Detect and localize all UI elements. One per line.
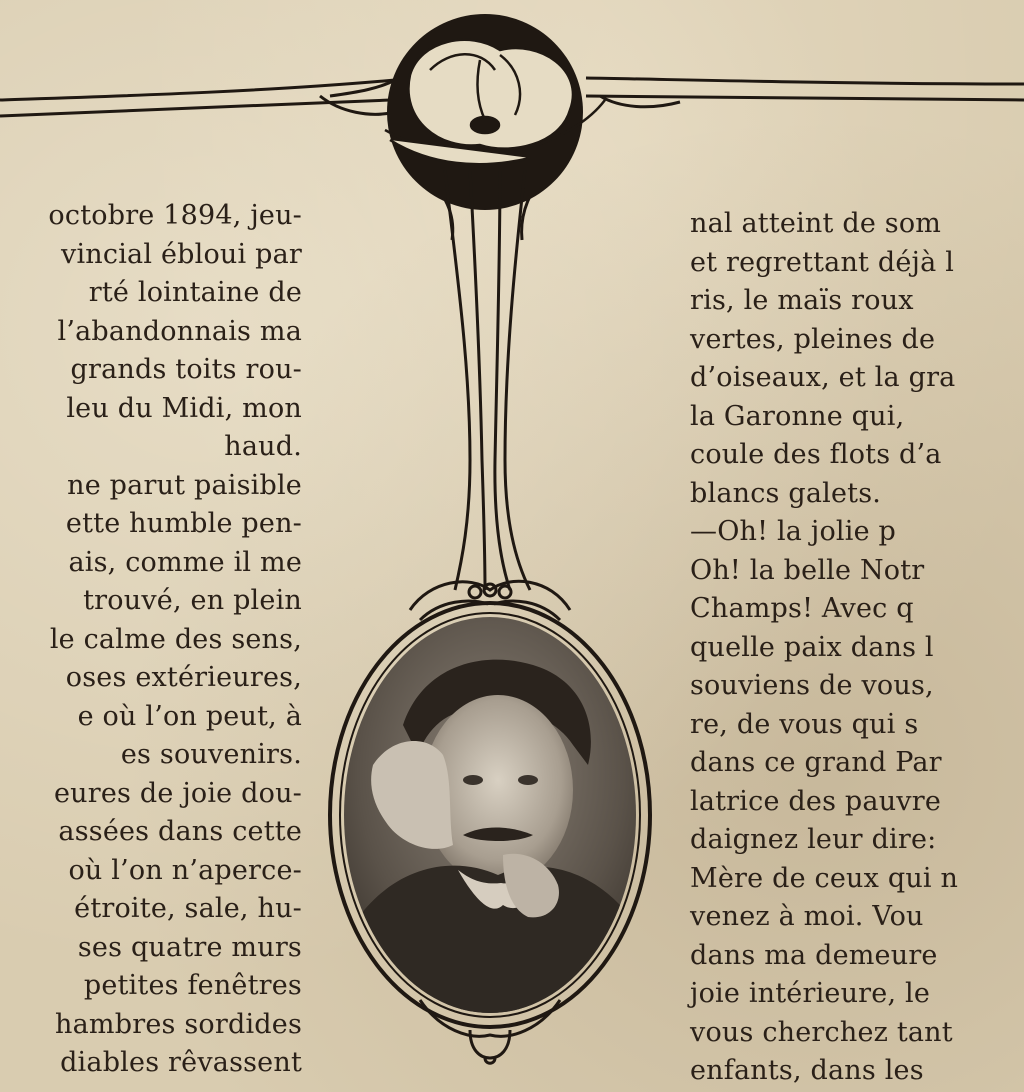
right-column-line: ris, le maïs roux: [690, 285, 914, 316]
left-column-line: oses extérieures,: [65, 662, 302, 693]
right-column-line: nal atteint de som: [690, 208, 942, 239]
left-column-line: petites fenêtres: [83, 970, 302, 1001]
ornament-stem: [430, 170, 540, 590]
left-column-line: e où l’on peut, à: [77, 700, 302, 732]
left-column-line: ette humble pen-: [65, 508, 302, 539]
left-column-line: hambres sordides: [55, 1008, 302, 1040]
right-column-line: blancs galets.: [690, 477, 882, 509]
left-column-line: es souvenirs.: [120, 739, 302, 770]
right-column-line: daignez leur dire:: [690, 824, 937, 855]
right-column-line: Mère de ceux qui n: [690, 862, 959, 894]
left-column-line: ses quatre murs: [77, 931, 302, 963]
right-column-line: joie intérieure, le: [690, 978, 931, 1009]
right-column-line: re, de vous qui s: [690, 708, 919, 740]
left-column-line: eures de joie dou-: [53, 777, 302, 809]
left-column-line: ne parut paisible: [67, 469, 302, 501]
right-column-line: d’oiseaux, et la gra: [690, 362, 956, 393]
right-column-line: coule des flots d’a: [690, 439, 942, 470]
right-column-line: Oh! la belle Notr: [690, 554, 925, 586]
right-column-line: dans ma demeure: [690, 939, 938, 971]
left-column-line: le calme des sens,: [49, 623, 302, 655]
left-column-line: octobre 1894, jeu-: [48, 200, 302, 231]
right-column-line: vertes, pleines de: [690, 323, 936, 355]
left-column-line: rté lointaine de: [88, 277, 302, 308]
left-column-line: vincial ébloui par: [61, 238, 302, 270]
left-column-line: diables rêvassent: [60, 1047, 302, 1078]
right-column-line: Champs! Avec q: [690, 593, 914, 624]
right-column-line: vous cherchez tant: [690, 1016, 953, 1048]
left-column-line: ais, comme il me: [68, 546, 302, 578]
left-column-line: grands toits rou-: [70, 354, 302, 385]
right-column-line: et regrettant déjà l: [690, 246, 955, 278]
left-column-line: haud.: [224, 431, 302, 462]
right-column-line: latrice des pauvre: [690, 785, 942, 817]
right-column-line: dans ce grand Par: [690, 747, 942, 778]
right-column-line: quelle paix dans l: [690, 631, 934, 663]
left-column-line: assées dans cette: [58, 816, 302, 847]
right-column-line: souviens de vous,: [690, 670, 934, 701]
left-column-line: leu du Midi, mon: [66, 392, 302, 424]
left-column-line: où l’on n’aperce-: [68, 854, 302, 886]
right-column-line: la Garonne qui,: [690, 400, 905, 432]
left-column-line: étroite, sale, hu-: [74, 893, 302, 924]
right-column-line: venez à moi. Vou: [690, 901, 924, 932]
right-column-line: enfants, dans les: [690, 1055, 924, 1086]
left-column-line: trouvé, en plein: [83, 585, 302, 616]
right-column-line: —Oh! la jolie p: [690, 516, 897, 547]
left-column-line: l’abandonnais ma: [57, 315, 302, 347]
portrait-photo: [333, 605, 649, 1025]
